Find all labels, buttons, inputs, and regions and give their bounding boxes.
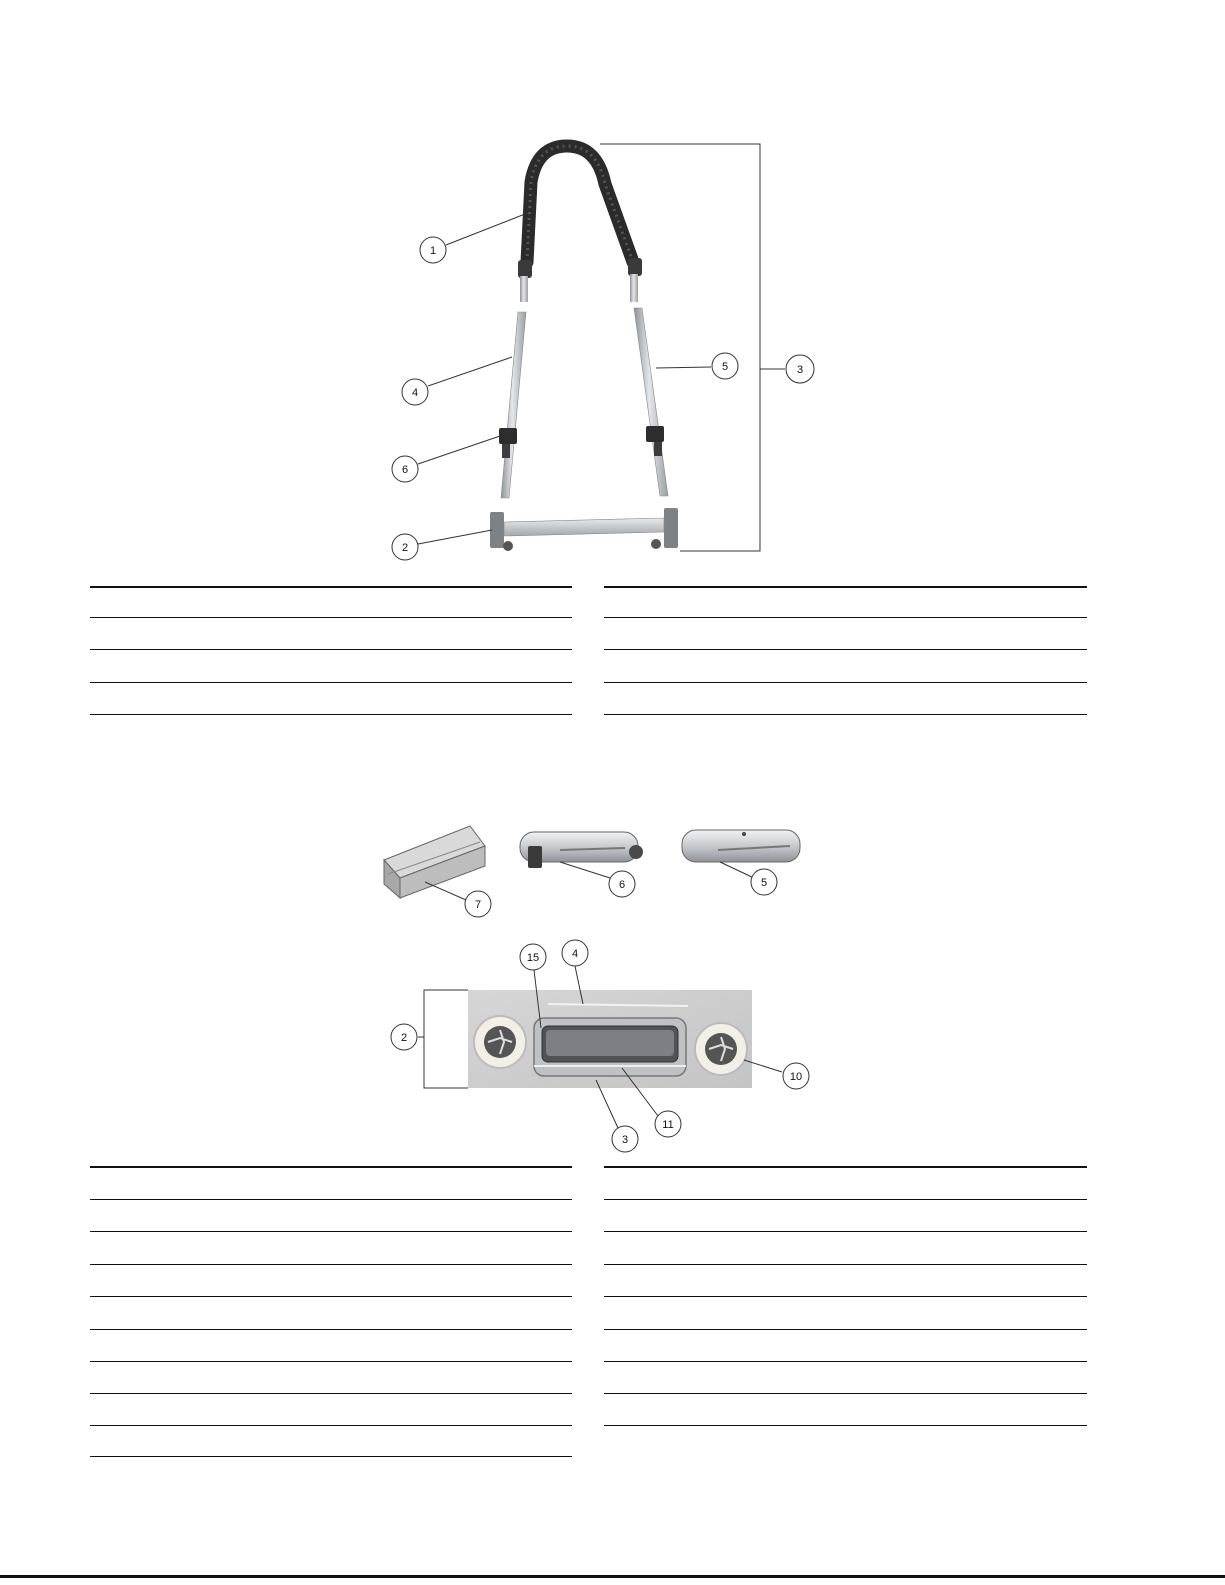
table-2-right-top-rule	[604, 1166, 1087, 1168]
svg-text:3: 3	[621, 1134, 629, 1146]
svg-text:2: 2	[401, 542, 409, 554]
tray-photo	[468, 990, 752, 1088]
page-footer-rule	[0, 1575, 1225, 1578]
wedge-block-part	[384, 826, 485, 898]
bottom-bar-part	[490, 508, 678, 551]
callout-6	[392, 456, 418, 482]
callout-3	[786, 355, 814, 383]
callout-4	[402, 379, 428, 405]
svg-text:11: 11	[662, 1119, 674, 1131]
callout-1	[420, 237, 446, 263]
svg-text:4: 4	[411, 387, 419, 399]
svg-text:1: 1	[429, 245, 437, 257]
tube-with-clamp-part	[520, 832, 643, 868]
table-2-left-rule	[90, 1456, 572, 1457]
table-2-left-rule	[90, 1199, 572, 1200]
callout-7	[465, 891, 491, 917]
table-2-left-rule	[90, 1393, 572, 1394]
table-2-left-rule	[90, 1425, 572, 1426]
table-2-left-rule	[90, 1329, 572, 1330]
table-1-left-rule	[90, 714, 572, 715]
table-1-right-top-rule	[604, 586, 1087, 588]
table-1-left-top-rule	[90, 586, 572, 588]
table-1-left-rule	[90, 617, 572, 618]
callout-5b	[751, 869, 777, 895]
table-2-left-rule	[90, 1361, 572, 1362]
table-2-left-rule	[90, 1231, 572, 1232]
svg-text:5: 5	[760, 877, 768, 889]
callout-4b	[562, 940, 588, 966]
table-2-right-rule	[604, 1264, 1087, 1265]
callout-10	[783, 1063, 809, 1089]
svg-text:3: 3	[796, 364, 804, 376]
table-1-right-rule	[604, 649, 1087, 650]
table-2-left-rule	[90, 1264, 572, 1265]
table-2-right-rule	[604, 1425, 1087, 1426]
frame-exploded-diagram	[0, 0, 1225, 570]
table-1-right-rule	[604, 682, 1087, 683]
table-1-left-rule	[90, 649, 572, 650]
svg-text:6: 6	[401, 464, 409, 476]
svg-text:10: 10	[789, 1071, 803, 1083]
table-2-right-rule	[604, 1296, 1087, 1297]
table-1-left-rule	[90, 682, 572, 683]
table-2-right-rule	[604, 1361, 1087, 1362]
table-1-right-rule	[604, 617, 1087, 618]
callout-15	[520, 944, 546, 970]
callout-2	[392, 534, 418, 560]
callout-11	[655, 1111, 681, 1137]
svg-text:15: 15	[526, 952, 540, 964]
table-2-right-rule	[604, 1329, 1087, 1330]
left-tube-part	[499, 312, 526, 498]
table-2-left-rule	[90, 1296, 572, 1297]
handlebar-part	[518, 146, 642, 302]
callout-3b	[612, 1126, 638, 1152]
base-parts-diagram	[0, 810, 1225, 1170]
table-2-left-top-rule	[90, 1166, 572, 1168]
callout-5	[712, 353, 738, 379]
svg-text:5: 5	[721, 361, 729, 373]
svg-text:2: 2	[400, 1032, 408, 1044]
svg-text:6: 6	[618, 879, 626, 891]
callout-2b	[391, 1024, 417, 1050]
table-2-right-rule	[604, 1199, 1087, 1200]
svg-text:4: 4	[571, 948, 579, 960]
right-tube-part	[634, 308, 668, 496]
table-2-right-rule	[604, 1393, 1087, 1394]
table-1-right-rule	[604, 714, 1087, 715]
table-2-right-rule	[604, 1231, 1087, 1232]
tube-part	[682, 830, 800, 862]
callout-6b	[609, 871, 635, 897]
svg-text:7: 7	[474, 899, 482, 911]
